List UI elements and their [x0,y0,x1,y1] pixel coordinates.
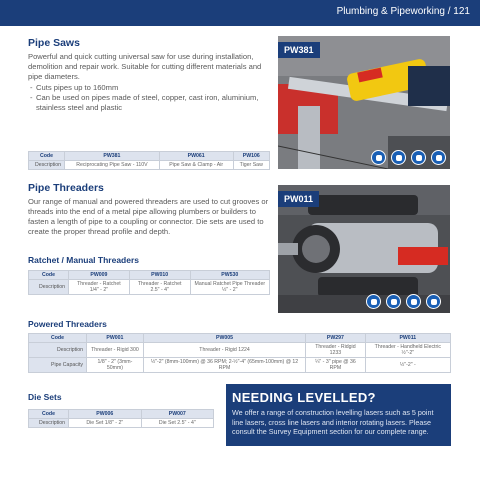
ratchet-threaders-title: Ratchet / Manual Threaders [28,255,140,265]
table-row-label: Pipe Capacity [29,358,87,373]
levelling-promo-box [226,384,451,446]
table-cell: Pipe Saw & Clamp - Air [159,161,233,170]
table-cell: Threader - Ridgid 1233 [306,343,365,358]
ear-defenders-icon [431,150,446,165]
die-sets-title: Die Sets [28,392,62,402]
pipe-threaders-title: Pipe Threaders [28,182,104,194]
pipe-saw-photo [278,36,450,169]
table-header-cell: PW297 [306,334,365,343]
table-row [29,358,451,373]
boots-icon [371,150,386,165]
table-cell: Die Set 1/8" - 2" [69,419,142,428]
table-cell: Reciprocating Pipe Saw - 110V [65,161,160,170]
table-cell: Tiger Saw [233,161,270,170]
table-header-cell: PW009 [69,271,130,280]
table-header-row [29,271,270,280]
table-row-label: Description [29,343,87,358]
table-header-cell: Code [29,334,87,343]
table-cell: Threader - Handheld Electric ½"-2" [365,343,450,358]
table-cell: Threader - Rigid 1224 [143,343,305,358]
page-header [0,0,480,26]
pipe-saws-bullets [30,83,270,113]
promo-text: We offer a range of construction levelling lasers such as 5 point line lasers, cross line lasers and interior rotating lasers. Please consult the Survey Equipment section for our complete range. [232,408,434,436]
table-header-cell: PW011 [365,334,450,343]
table-row-label: Description [29,280,69,295]
table-row [29,280,270,295]
pipe-saw-ppe-icons [371,150,446,165]
table-row [29,343,451,358]
table-row [29,161,270,170]
table-cell: Threader - Rigid 300 [87,343,144,358]
table-header-cell: PW381 [65,152,160,161]
pipe-saws-bullet: - Can be used on pipes made of steel, copper, cast iron, aluminium, stainless steel and plastic [30,93,270,113]
table-header-cell: PW010 [129,271,190,280]
table-cell: ¼" - 3" pipe @ 36 RPM [306,358,365,373]
table-header-cell: Code [29,152,65,161]
table-header-cell: PW001 [87,334,144,343]
table-header-cell: PW061 [159,152,233,161]
pipe-saw-photo-tag: PW381 [278,42,320,58]
table-header-cell: PW005 [143,334,305,343]
powered-threaders-title: Powered Threaders [28,319,107,329]
page-header-title: Plumbing & Pipeworking / 121 [336,6,470,17]
pipe-saws-bullet: - Cuts pipes up to 160mm [30,83,270,93]
table-header-row [29,410,214,419]
table-row-label: Description [29,419,69,428]
table-header-cell: Code [29,271,69,280]
goggles-icon [391,150,406,165]
table-cell: Threader - Ratchet 1/4" - 2" [69,280,130,295]
gloves-icon [411,150,426,165]
table-header-cell: PW007 [141,410,214,419]
table-cell: Die Set 2.5" - 4" [141,419,214,428]
die-sets-table [28,409,214,428]
powered-threaders-table [28,333,451,373]
pipe-threader-ppe-icons [366,294,441,309]
pipe-saws-description: Powerful and quick cutting universal saw for use during installation, demolition and repair work. Suitable for cutting different materials and pipe diameters. [28,52,262,81]
ratchet-threaders-table [28,270,270,295]
boots-icon [366,294,381,309]
table-header-cell: Code [29,410,69,419]
table-row [29,419,214,428]
table-cell: ½"-2" (8mm-100mm) @ 36 RPM; 2-½"-4" (65mm-100mm) @ 12 RPM [143,358,305,373]
pipe-saws-table [28,151,270,170]
table-cell: Manual Ratchet Pipe Threader ½" - 2" [190,280,269,295]
pipe-threaders-description: Our range of manual and powered threaders are used to cut grooves or threads into the end of a metal pipe allowing plumbers or builders to fasten a length of pipe to a coupling or connector. Die sets are used to create the proper thread profile and depth. [28,197,269,236]
promo-title: NEEDING LEVELLED? [232,390,376,405]
table-header-cell: PW530 [190,271,269,280]
goggles-icon [386,294,401,309]
table-cell: 1/8" - 2" (3mm-50mm) [87,358,144,373]
table-cell: Threader - Ratchet 2.5" - 4" [129,280,190,295]
table-cell: ½"-2" - [365,358,450,373]
pipe-threader-photo-tag: PW011 [278,191,319,207]
table-header-cell: PW106 [233,152,270,161]
gloves-icon [406,294,421,309]
table-row-label: Description [29,161,65,170]
ear-defenders-icon [426,294,441,309]
table-header-row [29,334,451,343]
pipe-saws-title: Pipe Saws [28,37,80,49]
table-header-row [29,152,270,161]
table-header-cell: PW006 [69,410,142,419]
